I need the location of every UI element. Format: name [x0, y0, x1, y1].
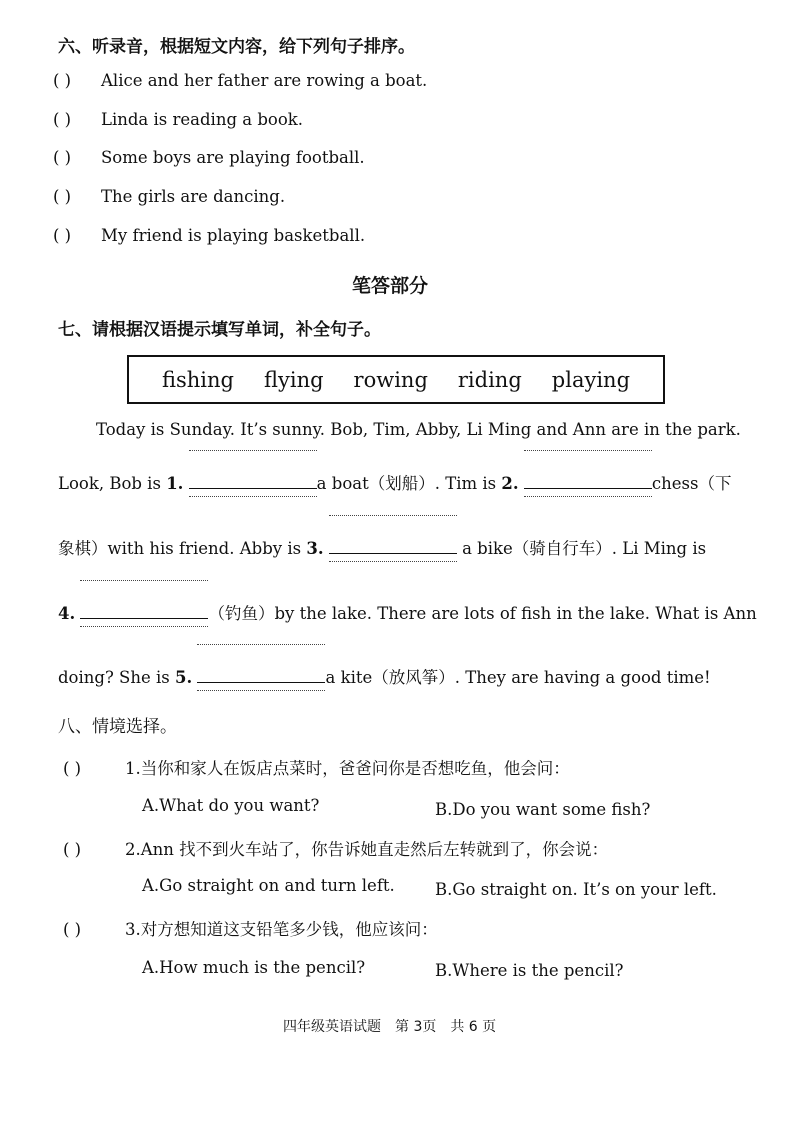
section7-heading: 七、请根据汉语提示填写单词，补全句子。 [58, 320, 381, 340]
word-bank [127, 355, 665, 404]
sentence-text: Some boys are playing football. [101, 148, 365, 167]
answer-paren[interactable]: ( ) [53, 148, 72, 167]
answer-paren[interactable]: ( ) [63, 759, 82, 778]
list-item [53, 148, 365, 167]
answer-paren[interactable]: ( ) [53, 71, 72, 90]
question-2 [63, 836, 608, 860]
blank-4-input[interactable] [80, 596, 208, 619]
sentence-text: The girls are dancing. [101, 187, 286, 206]
answer-paren[interactable]: ( ) [53, 110, 72, 129]
blank-2-input[interactable] [524, 466, 652, 489]
blank-number: 2. [501, 474, 519, 493]
page-footer: 四年级英语试题 第 3页 共 6 页 [283, 1019, 497, 1035]
word-bank-item: flying [263, 367, 324, 392]
question-3 [63, 916, 438, 940]
option-b: B.Where is the pencil? [435, 961, 624, 980]
blank-1-input[interactable] [189, 466, 317, 489]
question-1 [63, 755, 570, 779]
passage-line-1: Today is Sunday. It’s sunny. Bob, Tim, Abby, Li Ming and Ann are in the park. [96, 420, 741, 439]
passage-line-2: Look, Bob is 1. a boat（划船）. Tim is 2. chess（下 [58, 466, 731, 494]
option-a: A.What do you want? [142, 796, 320, 815]
blank-5-input[interactable] [197, 660, 325, 683]
section8-heading: 八、情境选择。 [58, 717, 177, 737]
question-text: 1.当你和家人在饭店点菜时，爸爸问你是否想吃鱼，他会问： [125, 759, 570, 778]
sentence-text: Alice and her father are rowing a boat. [101, 71, 428, 90]
passage-line-5: doing? She is 5. a kite（放风筝）. They are having a good time! [58, 660, 711, 688]
passage-line-3: 象棋）with his friend. Abby is 3. a bike（骑自行车）. Li Ming is [58, 531, 706, 559]
answer-paren[interactable]: ( ) [53, 226, 72, 245]
option-b: B.Go straight on. It’s on your left. [435, 880, 717, 899]
word-bank-item: riding [457, 367, 522, 392]
blank-number: 3. [306, 539, 324, 558]
list-item [53, 226, 365, 245]
answer-paren[interactable]: ( ) [63, 840, 82, 859]
section6-heading: 六、听录音，根据短文内容，给下列句子排序。 [58, 37, 415, 57]
option-a: A.How much is the pencil? [142, 958, 366, 977]
sentence-text: Linda is reading a book. [101, 110, 304, 129]
blank-3-input[interactable] [329, 531, 457, 554]
list-item [53, 187, 285, 206]
list-item [53, 110, 303, 129]
list-item [53, 71, 427, 90]
question-text: 3.对方想知道这支铅笔多少钱，他应该问： [125, 920, 438, 939]
blank-number: 4. [58, 604, 76, 623]
answer-paren[interactable]: ( ) [63, 920, 82, 939]
passage-line-4: 4. （钓鱼）by the lake. There are lots of fish in the lake. What is Ann [58, 596, 757, 624]
option-b: B.Do you want some fish? [435, 800, 651, 819]
sentence-text: My friend is playing basketball. [101, 226, 366, 245]
question-text: 2.Ann 找不到火车站了，你告诉她直走然后左转就到了，你会说： [125, 840, 609, 859]
word-bank-item: rowing [353, 367, 428, 392]
word-bank-item: fishing [161, 367, 234, 392]
answer-paren[interactable]: ( ) [53, 187, 72, 206]
option-a: A.Go straight on and turn left. [142, 876, 395, 895]
blank-number: 5. [175, 668, 193, 687]
written-part-title: 笔答部分 [352, 275, 429, 297]
blank-number: 1. [166, 474, 184, 493]
word-bank-item: playing [551, 367, 631, 392]
